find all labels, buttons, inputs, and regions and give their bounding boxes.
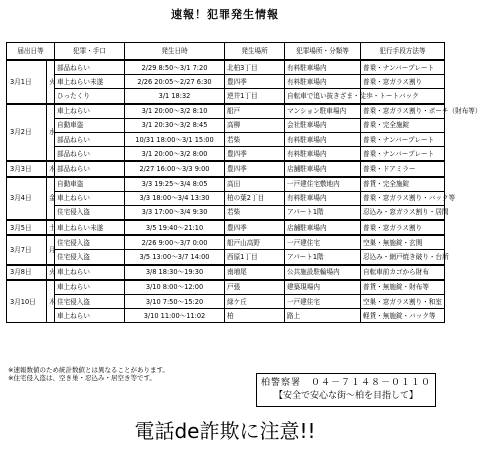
table-row bbox=[7, 205, 445, 220]
method: 忍込み・網戸焼き破り・台所 bbox=[361, 250, 445, 265]
occurrence-time: 3/5 19:40～21:10 bbox=[125, 220, 225, 235]
report-date: 3月10日 bbox=[7, 280, 47, 323]
table-header-row bbox=[7, 43, 445, 61]
method: 普乗・窓ガラス割り bbox=[361, 75, 445, 89]
crime-type: 車上ねらい bbox=[55, 265, 125, 280]
report-date: 3月5日 bbox=[7, 220, 47, 235]
occurrence-time: 10/31 18:00～3/1 15:00 bbox=[125, 132, 225, 146]
occurrence-place: 豊四季 bbox=[225, 75, 285, 89]
location-type: 有料駐車場内 bbox=[285, 60, 361, 75]
header-place: 発生場所 bbox=[225, 43, 285, 61]
table-row bbox=[7, 235, 445, 250]
location-type: 店舗駐車場内 bbox=[285, 161, 361, 176]
occurrence-place: 南増尾 bbox=[225, 265, 285, 280]
report-weekday: 火 bbox=[47, 265, 55, 280]
report-date: 3月2日 bbox=[7, 104, 47, 162]
location-type: 有料駐車場内 bbox=[285, 132, 361, 146]
occurrence-place: 豊四季 bbox=[225, 220, 285, 235]
report-weekday: 火 bbox=[47, 60, 55, 104]
table-row bbox=[7, 89, 445, 104]
occurrence-place: 柏の葉2丁目 bbox=[225, 191, 285, 205]
crime-type: 車上ねらい未遂 bbox=[55, 75, 125, 89]
crime-type: 部品ねらい bbox=[55, 132, 125, 146]
occurrence-place: 豊四季 bbox=[225, 161, 285, 176]
method: 普貨・完全施錠 bbox=[361, 177, 445, 192]
crime-type: 部品ねらい bbox=[55, 147, 125, 162]
occurrence-time: 2/29 8:50～3/1 7:20 bbox=[125, 60, 225, 75]
occurrence-place: 若柴 bbox=[225, 205, 285, 220]
location-type: 路上 bbox=[285, 309, 361, 323]
method: 普乗・窓ガラス割り・ポーチ（財布等） bbox=[361, 104, 445, 119]
report-weekday: 水 bbox=[47, 104, 55, 162]
location-type: 有料駐車場内 bbox=[285, 191, 361, 205]
occurrence-place: 豊四季 bbox=[225, 147, 285, 162]
table-row bbox=[7, 220, 445, 235]
table-body bbox=[7, 60, 482, 323]
occurrence-time: 3/5 13:00～3/7 14:00 bbox=[125, 250, 225, 265]
crime-type: 自動車盗 bbox=[55, 177, 125, 192]
occurrence-time: 3/1 20:00～3/2 8:10 bbox=[125, 104, 225, 119]
note-1: ※速報数値のため統計数値とは異なることがあります。 bbox=[8, 366, 169, 374]
police-name-tel: 柏警察署 ０４－７１４８－０１１０ bbox=[260, 378, 431, 388]
occurrence-place: 北柏3丁目 bbox=[225, 60, 285, 75]
occurrence-place: 緑ケ丘 bbox=[225, 295, 285, 309]
crime-type: 自動車盗 bbox=[55, 118, 125, 132]
table-row bbox=[7, 147, 445, 162]
header-crime: 犯罪・手口 bbox=[55, 43, 125, 61]
page-title: 速報！犯罪発生情報 bbox=[171, 8, 279, 21]
occurrence-time: 3/3 17:00～3/4 9:30 bbox=[125, 205, 225, 220]
occurrence-time: 2/26 20:05～2/27 6:30 bbox=[125, 75, 225, 89]
crime-type: 住宅侵入盗 bbox=[55, 295, 125, 309]
crime-type: 部品ねらい bbox=[55, 161, 125, 176]
crime-type: 車上ねらい bbox=[55, 280, 125, 295]
crime-type: 住宅侵入盗 bbox=[55, 205, 125, 220]
occurrence-time: 3/8 18:30～19:30 bbox=[125, 265, 225, 280]
method: 普乗・ナンバープレート bbox=[361, 60, 445, 75]
table-row bbox=[7, 309, 445, 323]
police-contact-box bbox=[256, 373, 436, 407]
crime-type: ひったくり bbox=[55, 89, 125, 104]
location-type: 有料駐車場内 bbox=[285, 75, 361, 89]
occurrence-time: 3/3 19:25～3/4 8:05 bbox=[125, 177, 225, 192]
method: 普乗・ナンバープレート bbox=[361, 132, 445, 146]
notes bbox=[8, 366, 169, 382]
method: 空巣・無施錠・玄関 bbox=[361, 235, 445, 250]
location-type: 一戸建住宅敷地内 bbox=[285, 177, 361, 192]
occurrence-time: 3/10 7:50～15:20 bbox=[125, 295, 225, 309]
location-type: アパート1階 bbox=[285, 205, 361, 220]
occurrence-time: 3/10 8:00～12:00 bbox=[125, 280, 225, 295]
occurrence-place: 若柴 bbox=[225, 132, 285, 146]
location-type: 建築現場内 bbox=[285, 280, 361, 295]
method: 普乗・完全施錠 bbox=[361, 118, 445, 132]
table-row bbox=[7, 161, 445, 176]
header-date: 届出日等 bbox=[7, 43, 55, 61]
table-row bbox=[7, 132, 445, 146]
method: 普乗・ドアミラー bbox=[361, 161, 445, 176]
method: 普貨・無施錠・財布等 bbox=[361, 280, 445, 295]
table-row bbox=[7, 265, 445, 280]
fraud-warning-slogan: 電話de詐欺に注意!! bbox=[134, 419, 316, 443]
report-date: 3月1日 bbox=[7, 60, 47, 104]
method: 普乗・窓ガラス割り・バック等 bbox=[361, 191, 445, 205]
occurrence-place: 高柳 bbox=[225, 118, 285, 132]
crime-type: 車上ねらい未遂 bbox=[55, 220, 125, 235]
occurrence-place: 柏 bbox=[225, 309, 285, 323]
header-location: 犯罪場所・分類等 bbox=[285, 43, 361, 61]
method: 普乗・窓ガラス割り bbox=[361, 220, 445, 235]
method: 空巣・窓ガラス割り・和室 bbox=[361, 295, 445, 309]
crime-type: 部品ねらい bbox=[55, 60, 125, 75]
occurrence-place: 高田 bbox=[225, 177, 285, 192]
location-type: 会社駐車場内 bbox=[285, 118, 361, 132]
occurrence-place: 戸張 bbox=[225, 280, 285, 295]
occurrence-time: 3/1 20:00～3/2 8:00 bbox=[125, 147, 225, 162]
report-weekday: 金 bbox=[47, 177, 55, 221]
table-row bbox=[7, 250, 445, 265]
occurrence-place: 船戸山高野 bbox=[225, 235, 285, 250]
table-row bbox=[7, 177, 445, 192]
header-method: 犯行手段方法等 bbox=[361, 43, 445, 61]
method: 自転車前カゴから財布 bbox=[361, 265, 445, 280]
table-row bbox=[7, 60, 445, 75]
location-type: 店舗駐車場内 bbox=[285, 220, 361, 235]
table-row bbox=[7, 280, 445, 295]
occurrence-time: 3/1 18:32 bbox=[125, 89, 225, 104]
crime-table bbox=[6, 42, 482, 323]
crime-type: 住宅侵入盗 bbox=[55, 235, 125, 250]
method: 普乗・ナンバープレート bbox=[361, 147, 445, 162]
report-date: 3月8日 bbox=[7, 265, 47, 280]
crime-type: 車上ねらい bbox=[55, 309, 125, 323]
method: 忍込み・窓ガラス割り・居間 bbox=[361, 205, 445, 220]
occurrence-place: 逆井1丁目 bbox=[225, 89, 285, 104]
location-type: 一戸建住宅 bbox=[285, 295, 361, 309]
occurrence-place: 船戸 bbox=[225, 104, 285, 119]
report-weekday: 木 bbox=[47, 161, 55, 176]
location-type: アパート1階 bbox=[285, 250, 361, 265]
location-type: 有料駐車場内 bbox=[285, 147, 361, 162]
report-weekday: 土 bbox=[47, 220, 55, 235]
location-type: 一戸建住宅 bbox=[285, 235, 361, 250]
report-date: 3月4日 bbox=[7, 177, 47, 221]
occurrence-time: 3/1 20:30～3/2 8:45 bbox=[125, 118, 225, 132]
crime-type: 住宅侵入盗 bbox=[55, 250, 125, 265]
occurrence-time: 3/3 18:00～3/4 13:30 bbox=[125, 191, 225, 205]
table-row bbox=[7, 295, 445, 309]
report-weekday: 月 bbox=[47, 235, 55, 264]
report-date: 3月7日 bbox=[7, 235, 47, 264]
header-time: 発生日時 bbox=[125, 43, 225, 61]
table-row bbox=[7, 118, 445, 132]
method: 軽貨・無施錠・バック等 bbox=[361, 309, 445, 323]
location-type: 自転車で追い抜きざま・徒歩・トートバック bbox=[285, 89, 361, 104]
table-row bbox=[7, 104, 445, 119]
location-type: マンション駐車場内 bbox=[285, 104, 361, 119]
crime-type: 車上ねらい bbox=[55, 191, 125, 205]
report-date: 3月3日 bbox=[7, 161, 47, 176]
report-weekday: 木 bbox=[47, 280, 55, 323]
table-row bbox=[7, 75, 445, 89]
table-row bbox=[7, 191, 445, 205]
occurrence-place: 西原1丁目 bbox=[225, 250, 285, 265]
police-motto: 【安全で安心な街～柏を目指して】 bbox=[273, 391, 418, 401]
note-2: ※住宅侵入盗は、空き巣・忍込み・居空き等です。 bbox=[8, 374, 156, 382]
occurrence-time: 2/26 9:00～3/7 0:00 bbox=[125, 235, 225, 250]
occurrence-time: 3/10 11:00～11:02 bbox=[125, 309, 225, 323]
occurrence-time: 2/27 16:00～3/3 9:00 bbox=[125, 161, 225, 176]
crime-type: 車上ねらい bbox=[55, 104, 125, 119]
location-type: 公共施設駐輪場内 bbox=[285, 265, 361, 280]
